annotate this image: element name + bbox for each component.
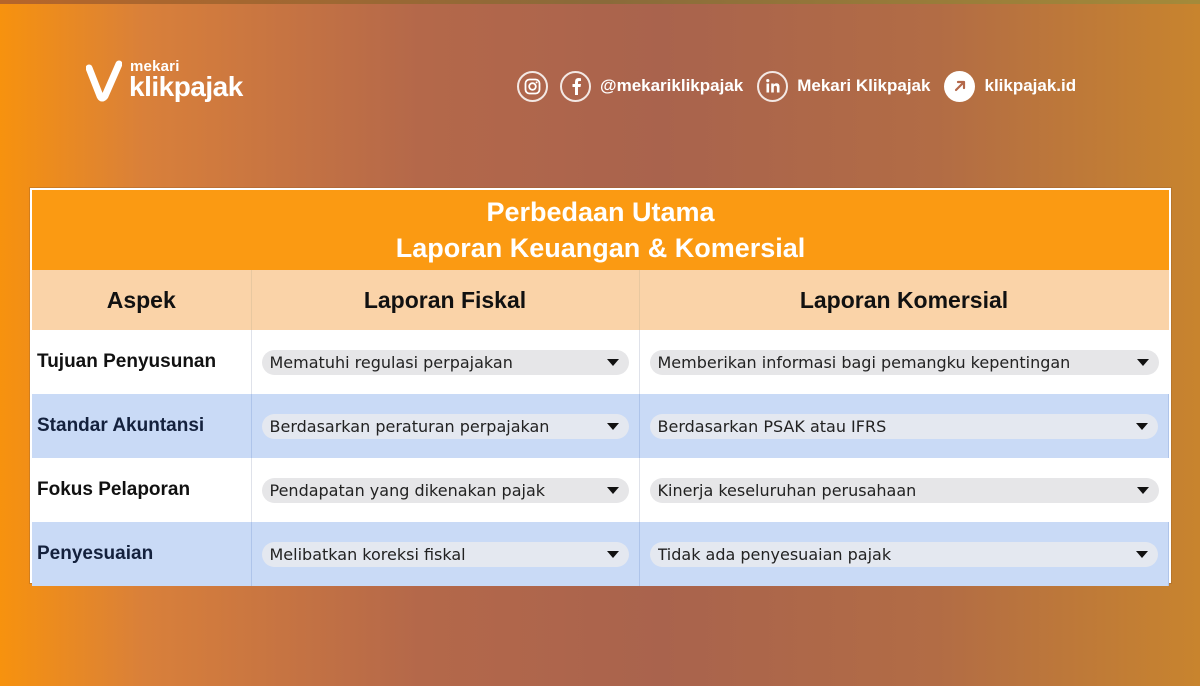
table-title-line-1: Perbedaan Utama	[486, 197, 715, 227]
table-row	[32, 330, 1169, 394]
arrow-up-right-icon[interactable]	[944, 71, 975, 102]
caret-down-icon	[1137, 359, 1149, 366]
linkedin-name[interactable]: Mekari Klikpajak	[797, 76, 931, 95]
komersial-dropdown[interactable]: Berdasarkan PSAK atau IFRS	[650, 414, 1159, 439]
table-title-line-2: Laporan Keuangan & Komersial	[395, 233, 806, 263]
table-header-row	[32, 270, 1169, 330]
social-handle[interactable]: @mekariklikpajak	[600, 76, 744, 95]
header-komersial: Laporan Komersial	[639, 270, 1169, 330]
caret-down-icon	[607, 551, 619, 558]
header-aspek: Aspek	[32, 270, 251, 330]
komersial-dropdown[interactable]: Tidak ada penyesuaian pajak	[650, 542, 1159, 567]
table-row	[32, 458, 1169, 522]
social-links	[517, 70, 1076, 102]
komersial-dropdown[interactable]: Memberikan informasi bagi pemangku kepentingan	[650, 350, 1159, 375]
fiskal-dropdown[interactable]: Pendapatan yang dikenakan pajak	[262, 478, 629, 503]
caret-down-icon	[607, 359, 619, 366]
table-row	[32, 522, 1169, 586]
fiskal-dropdown[interactable]: Mematuhi regulasi perpajakan	[262, 350, 629, 375]
comparison-table-card	[30, 188, 1171, 583]
row-aspek: Standar Akuntansi	[32, 394, 251, 458]
row-aspek: Tujuan Penyusunan	[32, 330, 251, 394]
brand-logo	[86, 58, 266, 104]
row-aspek: Penyesuaian	[32, 522, 251, 586]
table-title	[32, 190, 1169, 270]
caret-down-icon	[1137, 487, 1149, 494]
komersial-dropdown[interactable]: Kinerja keseluruhan perusahaan	[650, 478, 1159, 503]
caret-down-icon	[1136, 551, 1148, 558]
fiskal-dropdown[interactable]: Melibatkan koreksi fiskal	[262, 542, 629, 567]
brand-big-text: klikpajak	[129, 71, 243, 102]
header-fiskal: Laporan Fiskal	[251, 270, 639, 330]
linkedin-icon[interactable]	[757, 71, 788, 102]
table-row	[32, 394, 1169, 458]
caret-down-icon	[1136, 423, 1148, 430]
caret-down-icon	[607, 423, 619, 430]
top-accent-line	[0, 0, 1200, 4]
caret-down-icon	[607, 487, 619, 494]
facebook-icon[interactable]	[560, 71, 591, 102]
row-aspek: Fokus Pelaporan	[32, 458, 251, 522]
check-logo-icon	[86, 60, 122, 102]
brand-small-text: mekari	[130, 58, 180, 75]
website-link[interactable]: klikpajak.id	[984, 76, 1077, 95]
instagram-icon[interactable]	[517, 71, 548, 102]
comparison-table	[32, 270, 1169, 586]
fiskal-dropdown[interactable]: Berdasarkan peraturan perpajakan	[262, 414, 629, 439]
